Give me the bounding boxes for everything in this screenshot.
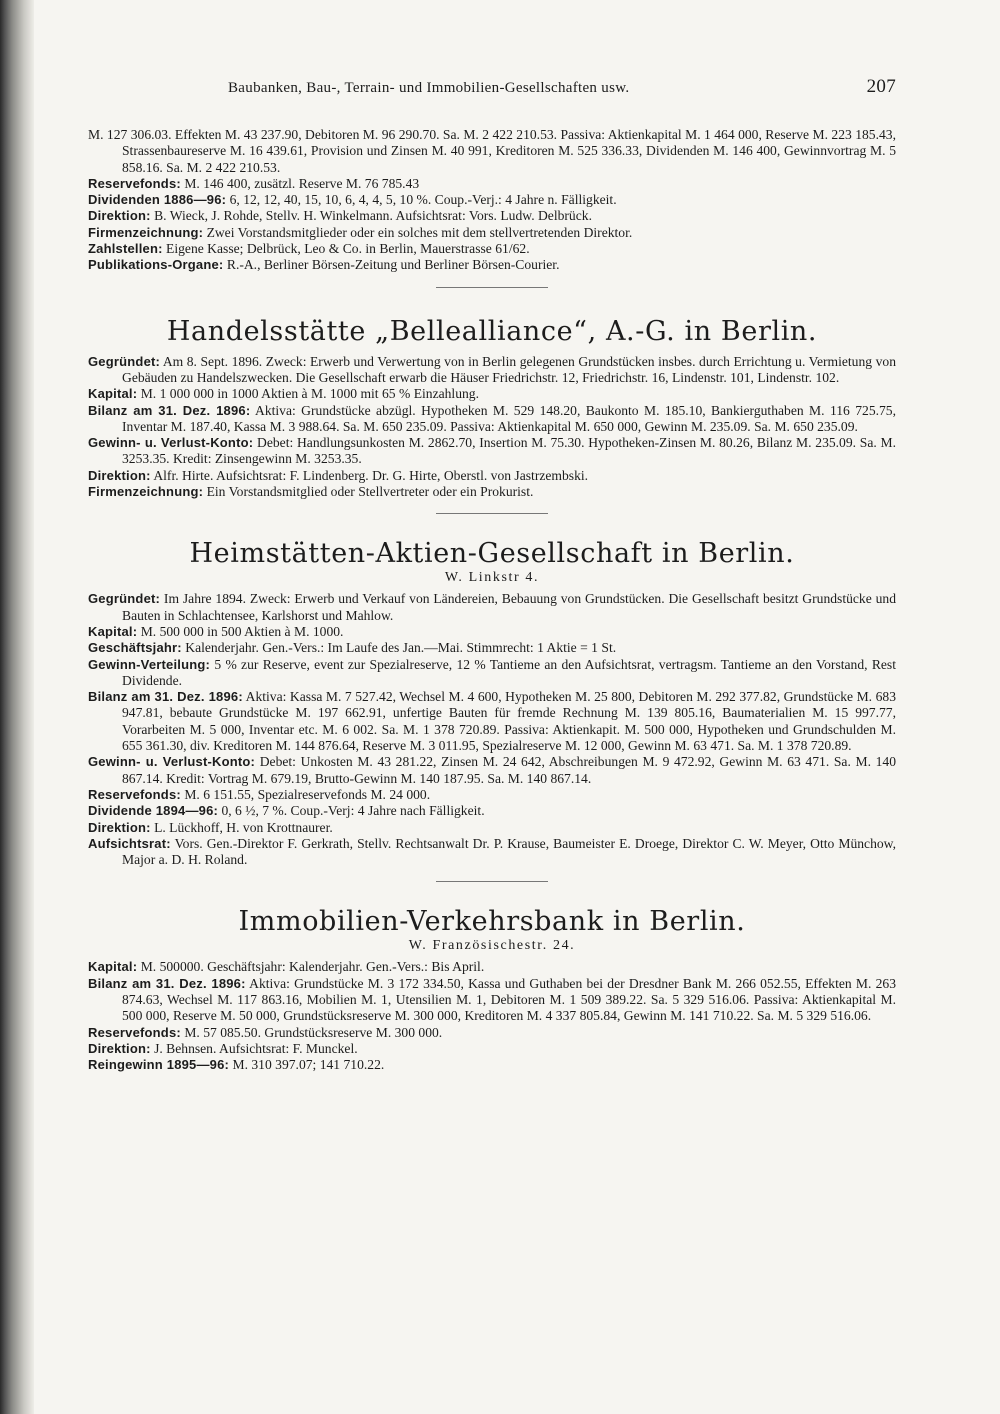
- continuation-section: [88, 127, 896, 274]
- entry-reservefonds: Reservefonds: M. 57 085.50. Grundstücksreserve M. 300 000.: [88, 1024, 443, 1040]
- entry-direktion: Direktion: L. Lückhoff, H. von Krottnaurer.: [88, 819, 333, 835]
- entry-gegruendet: Gegründet: Im Jahre 1894. Zweck: Erwerb und Verkauf von Ländereien, Bebauung von Grundstücken. Die Gesellschaft besitzt Grundstücke und Bauten in Schlachtensee, Karlshorst und Mahlow.: [88, 591, 896, 623]
- entry-kapital: Kapital: M. 1 000 000 in 1000 Aktien à M. 1000 mit 65 % Einzahlung.: [88, 386, 479, 402]
- entry-kapital: Kapital: M. 500000. Geschäftsjahr: Kalenderjahr. Gen.-Vers.: Bis April.: [88, 959, 485, 975]
- entry-firmenzeichnung: Firmenzeichnung: Ein Vorstandsmitglied oder Stellvertreter oder ein Prokurist.: [88, 484, 534, 500]
- company-address: W. Linkstr 4.: [444, 570, 540, 586]
- page-number: 207: [866, 76, 896, 97]
- entry-bilanz: Bilanz am 31. Dez. 1896: Aktiva: Grundstücke abzügl. Hypotheken M. 529 148.20, Baukonto M. 185.10, Bankierguthaben M. 116 725.75, Inventar M. 187.40, Kassa M. 3 988.64. Sa. M. 650 235.09. Passiva: Aktienkapital M. 650 000, Gewinn M. 235.09. Sa. M. 650 235.09.: [88, 402, 897, 434]
- entry-gewinn-verlust: Gewinn- u. Verlust-Konto: Debet: Handlungsunkosten M. 2862.70, Insertion M. 75.30. Hypotheken-Zinsen M. 80.26, Bilanz M. 235.09. Sa. M. 3253.35. Kredit: Zinsengewinn M. 3253.35.: [88, 435, 896, 467]
- company-section-heimstaetten: [88, 538, 896, 868]
- entry-kapital: Kapital: M. 500 000 in 500 Aktien à M. 1000.: [88, 623, 344, 639]
- continuation-balance: M. 127 306.03. Effekten M. 43 237.90, Debitoren M. 96 290.70. Sa. M. 2 422 210.53. Passiva: Aktienkapital M. 1 464 000, Reserve M. 223 185.43, Strassenbaureserve M. 16 439.61, Provision und Zinsen M. 40 991, Kreditoren M. 525 336.33, Dividenden M. 146 400, Gewinnvortrag M. 5 858.16. Sa. M. 2 422 210.53.: [88, 127, 896, 175]
- entry-direktion: Direktion: J. Behnsen. Aufsichtsrat: F. Munckel.: [88, 1040, 358, 1056]
- section-divider: [436, 287, 548, 288]
- running-head-title: Baubanken, Bau-, Terrain- und Immobilien-Gesellschaften usw.: [228, 80, 630, 96]
- entry-reingewinn: Reingewinn 1895—96: M. 310 397.07; 141 710.22.: [88, 1057, 385, 1073]
- book-page: [88, 0, 896, 1414]
- entry-gegruendet: Gegründet: Am 8. Sept. 1896. Zweck: Erwerb und Verwertung von in Berlin gelegenen Grundstücken insbes. durch Errichtung u. Vermietung von Gebäuden zu Handelszwecken. Die Gesellschaft erwarb die Häuser Friedrichstr. 12, Friedrichstr. 16, Lindenstr. 101, Lindenstr. 102.: [88, 353, 896, 385]
- company-title: Immobilien-Verkehrsbank in Berlin.: [238, 906, 746, 938]
- entry-zahlstellen: Zahlstellen: Eigene Kasse; Delbrück, Leo & Co. in Berlin, Mauerstrasse 61/62.: [88, 241, 530, 257]
- entry-geschaeftsjahr: Geschäftsjahr: Kalenderjahr. Gen.-Vers.: Im Laufe des Jan.—Mai. Stimmrecht: 1 Aktie = 1 St.: [88, 640, 617, 656]
- book-binding-shadow: [0, 0, 34, 1414]
- company-address: W. Französischestr. 24.: [408, 938, 576, 954]
- entry-reservefonds: Reservefonds: M. 146 400, zusätzl. Reserve M. 76 785.43: [88, 175, 420, 191]
- entry-direktion: Direktion: B. Wieck, J. Rohde, Stellv. H. Winkelmann. Aufsichtsrat: Vors. Ludw. Delbrück.: [88, 208, 592, 224]
- entry-dividenden: Dividenden 1886—96: 6, 12, 12, 40, 15, 10, 6, 4, 4, 5, 10 %. Coup.-Verj.: 4 Jahre n. Fälligkeit.: [88, 192, 617, 208]
- entry-dividende: Dividende 1894—96: 0, 6 ½, 7 %. Coup.-Verj: 4 Jahre nach Fälligkeit.: [88, 803, 485, 819]
- company-section-immobilien-verkehrsbank: [88, 906, 896, 1073]
- entry-aufsichtsrat: Aufsichtsrat: Vors. Gen.-Direktor F. Gerkrath, Stellv. Rechtsanwalt Dr. P. Krause, Baumeister E. Droege, Direktor C. W. Meyer, Otto Münchow, Major a. D. H. Roland.: [88, 835, 896, 868]
- company-section-handelsstaette: [88, 316, 896, 501]
- company-title: Heimstätten-Aktien-Gesellschaft in Berlin.: [189, 538, 795, 570]
- company-title: Handelsstätte „Bellealliance“, A.-G. in Berlin.: [166, 315, 818, 347]
- entry-bilanz: Bilanz am 31. Dez. 1896: Aktiva: Kassa M. 7 527.42, Wechsel M. 4 600, Hypotheken M. 25 800, Debitoren M. 292 377.82, Grundstücke M. 683 947.81, bebaute Grundstücke M. 197 662.91, unfertige Bauten für fremde Rechnung M. 139 805.16, Baumaterialien M. 15 997.77, Vorarbeiten M. 5 000, Inventar etc. M. 6 002. Sa. M. 1 378 720.89. Passiva: Aktienkapit. M. 500 000, Hypotheken und Grundschulden M. 655 361.30, div. Kreditoren M. 144 876.64, Reserve M. 3 011.95, Spezialreserve M. 12 000, Gewinn M. 63 471. Sa. M. 1 378 720.89.: [88, 689, 896, 754]
- entry-bilanz: Bilanz am 31. Dez. 1896: Aktiva: Grundstücke M. 3 172 334.50, Kassa und Guthaben bei der Dresdner Bank M. 266 052.55, Effekten M. 263 874.63, Wechsel M. 117 863.16, Mobilien M. 1, Utensilien M. 1, Debitoren M. 1 509 389.22. Sa. 5 329 516.06. Passiva: Aktienkapital M. 500 000, Reserve M. 50 000, Grundstücksreserve M. 300 000, Kreditoren M. 4 337 805.84, Gewinn M. 141 710.22. Sa. M. 5 329 516.06.: [88, 975, 896, 1024]
- entry-gewinn-verlust: Gewinn- u. Verlust-Konto: Debet: Unkosten M. 43 281.22, Zinsen M. 24 642, Abschreibungen M. 9 472.92, Gewinn M. 63 471. Sa. M. 140 867.14. Kredit: Vortrag M. 679.19, Brutto-Gewinn M. 140 187.95. Sa. M. 140 867.14.: [88, 754, 896, 786]
- page-body: [88, 127, 896, 1073]
- section-divider: [436, 513, 548, 514]
- entry-firmenzeichnung: Firmenzeichnung: Zwei Vorstandsmitglieder oder ein solches mit dem stellvertretenden Direktor.: [88, 224, 633, 240]
- section-divider: [436, 881, 548, 882]
- entry-reservefonds: Reservefonds: M. 6 151.55, Spezialreservefonds M. 24 000.: [88, 786, 431, 802]
- entry-publikations-organe: Publikations-Organe: R.-A., Berliner Börsen-Zeitung und Berliner Börsen-Courier.: [88, 257, 560, 273]
- entry-direktion: Direktion: Alfr. Hirte. Aufsichtsrat: F. Lindenberg. Dr. G. Hirte, Oberstl. von Jastrzembski.: [88, 467, 589, 483]
- entry-gewinn-verteilung: Gewinn-Verteilung: 5 % zur Reserve, event zur Spezialreserve, 12 % Tantieme an den Aufsichtsrat, vertragsm. Tantieme an den Vorstand, Rest Dividende.: [88, 656, 896, 688]
